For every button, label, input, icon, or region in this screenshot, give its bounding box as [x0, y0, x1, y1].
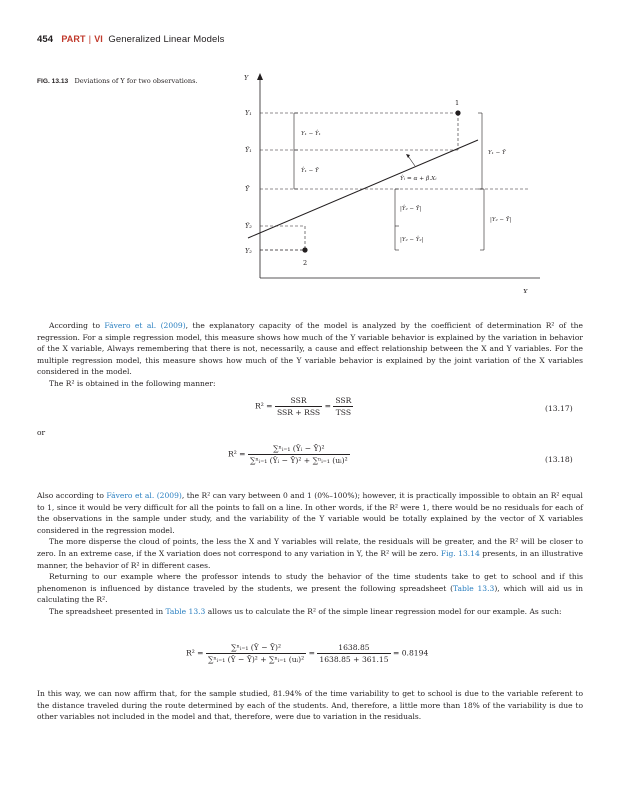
paragraph-7: In this way, we can now affirm that, for the sample studied, 81.94% of the time variability to get to school is due to the variable referent to the distance traveled during the route determined by each of the students. And, therefore, a little more than 18% of the variability is due to other variables not included in the model and that, therefore, were due to variation in the residuals.: [37, 689, 583, 722]
dev-f-label: |Y₂ − Ȳ|: [490, 217, 512, 223]
deviation-figure: [230, 68, 560, 293]
page-header: 454 PART | VI Generalized Linear Models: [37, 34, 225, 45]
label-y2: Y₂: [245, 247, 252, 255]
citation-link[interactable]: Fávero et al. (2009): [106, 491, 182, 500]
equation-number-13-18: (13.18): [545, 455, 573, 464]
or-text: or: [37, 428, 46, 437]
figure-caption-label: FIG. 13.13: [37, 78, 69, 85]
page-number: 454: [37, 34, 54, 45]
dev-a-label: Y₁ − Ŷ₁: [301, 131, 321, 137]
dev-b-label: Ŷ₁ − Ȳ: [301, 168, 319, 174]
x-axis-label: X: [523, 288, 528, 293]
paragraph-3: Also according to Fávero et al. (2009), the R² can vary between 0 and 1 (0%–100%); however, it is practically impossible to obtain an R² equal to 1, since it would be very difficult for all the points to fall on a line. In other words, if the R² were 1, there would be no residuals for each of the observations in the sample under study, and the variability of the Y variable would be totally explained by the vector of X variables considered in the regression model.: [37, 491, 583, 535]
y-axis-label: Y: [244, 74, 249, 82]
paragraph-5: Returning to our example where the professor intends to study the behavior of the time students take to get to school and if this phenomenon is influenced by distance traveled by the students, we present the following spreadsheet (Table 13.3), which will aid us in calculating the R².: [37, 572, 583, 605]
point-1-label: 1: [455, 99, 460, 107]
label-yhat1: Ŷ₁: [245, 146, 252, 154]
equation-13-18: R² = $\frac{\text{∑ⁿᵢ₌₁ (Ŷᵢ − Ȳ)²}}{\text{∑ⁿᵢ₌₁ (Ŷᵢ − Ȳ)² + ∑ⁿᵢ₌₁ (uᵢ)²}}$: [228, 444, 348, 465]
paragraph-block-1: [37, 320, 583, 390]
point-1: [455, 110, 460, 115]
label-yhat2: Ŷ₂: [245, 222, 252, 230]
label-y1: Y₁: [245, 109, 252, 117]
part-label: PART: [61, 34, 86, 44]
table-link[interactable]: Table 13.3: [165, 606, 206, 616]
figure-caption: [37, 77, 198, 85]
dev-c-label: Y₁ − Ȳ: [488, 150, 506, 156]
section-title: Generalized Linear Models: [108, 34, 225, 45]
paragraph-block-3: [37, 688, 583, 723]
equation-number-13-17: (13.17): [545, 404, 573, 413]
label-ybar: Ȳ: [245, 185, 250, 193]
point-2-label: 2: [303, 259, 308, 267]
point-2: [302, 247, 307, 252]
part-number: VI: [94, 34, 103, 44]
dev-e-label: |Y₂ − Ŷ₂|: [400, 237, 424, 243]
figure-caption-text: Deviations of Y for two observations.: [74, 77, 198, 85]
citation-link[interactable]: Fávero et al. (2009): [104, 321, 186, 330]
figure-link[interactable]: Fig. 13.14: [440, 548, 480, 558]
dev-d-label: |Ŷ₂ − Ȳ|: [400, 206, 422, 212]
paragraph-1: According to Fávero et al. (2009), the explanatory capacity of the model is analyzed by the coefficient of determination R² of the regression. For a simple regression model, this measure shows how much of the Y variable behavior is explained by the variation in behavior of the X variable, Always remembering that there is not, necessarily, a cause and effect relationship between the X and Y variables. For the multiple regression model, this measure shows how much of the Y variable behavior is explained by the joint variation of the X variables considered in the model.: [37, 321, 583, 377]
equation-13-17: R² = $\frac{\text{SSR}}{\text{SSR + RSS}}$ = $\frac{\text{SSR}}{\text{TSS}}$: [255, 396, 352, 417]
r-squared-calculation: R² = $\frac{\text{∑ⁿᵢ₌₁ (Ŷ − Ȳ)²}}{\text{∑ⁿᵢ₌₁ (Ŷ − Ȳ)² + ∑ⁿᵢ₌₁ (uᵢ)²}}$ = $\frac{1638.85}{1638.85 + 361.15}$ = 0.8194: [186, 643, 429, 664]
paragraph-block-2: [37, 490, 583, 618]
regression-equation-label: Ŷᵢ = α + β.Xᵢ: [400, 176, 437, 182]
paragraph-2: The R² is obtained in the following manner:: [49, 378, 216, 388]
paragraph-4: The more disperse the cloud of points, the less the X and Y variables will relate, the residuals will be greater, and the R² will be closer to zero. In an extreme case, if the X variation does not correspond to any variation in Y, the R² will be zero. Fig. 13.14 presents, in an illustrative manner, the behavior of R² in different cases.: [37, 537, 583, 570]
paragraph-6: The spreadsheet presented in Table 13.3 allows us to calculate the R² of the simple linear regression model for our example. As such:: [49, 606, 562, 616]
y-axis-arrow: [257, 73, 263, 80]
table-link[interactable]: Table 13.3: [453, 583, 495, 593]
